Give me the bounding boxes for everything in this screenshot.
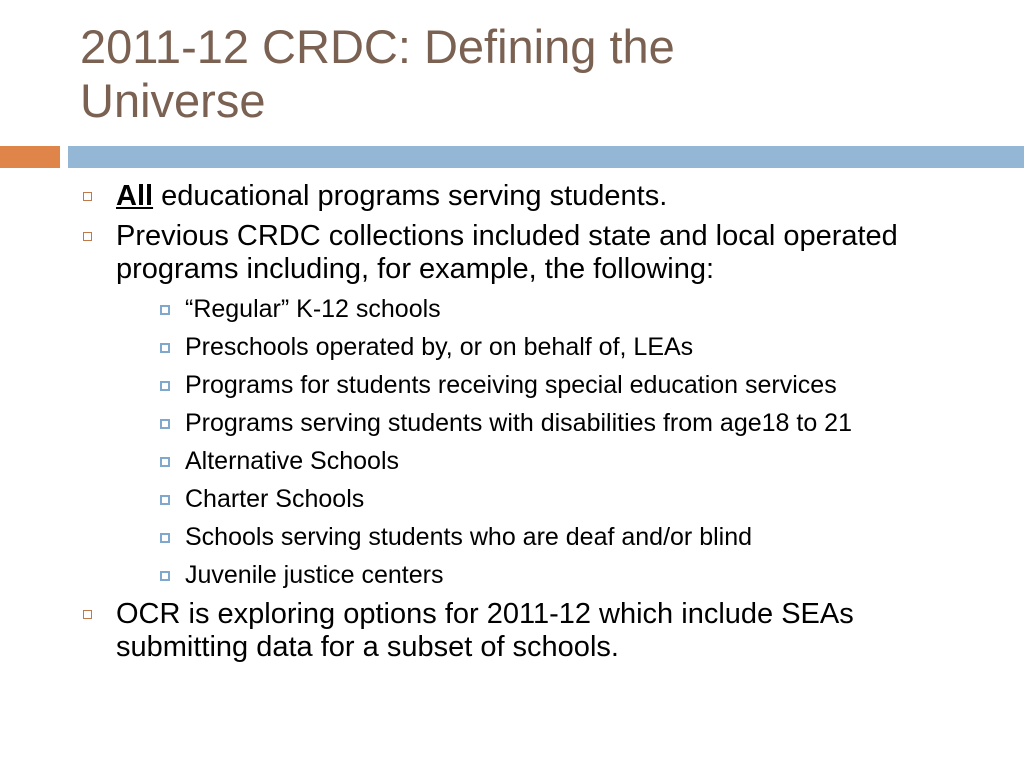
bullet-text: Previous CRDC collections included state and local operated programs including, for example, the following:	[116, 220, 898, 285]
slide-title-line-2: Universe	[80, 74, 266, 127]
slide-title-line-1: 2011-12 CRDC: Defining the	[80, 20, 675, 73]
sub-bullet-item	[116, 332, 982, 362]
square-bullet-icon	[160, 305, 170, 315]
bullet-item-3	[82, 598, 982, 664]
hollow-square-bullet-icon	[83, 192, 92, 201]
square-bullet-icon	[160, 343, 170, 353]
accent-bar-orange	[0, 146, 60, 168]
sub-bullet-text: Juvenile justice centers	[185, 561, 444, 589]
sub-bullet-item	[116, 446, 982, 476]
square-bullet-icon	[160, 495, 170, 505]
sub-bullet-list	[116, 294, 982, 590]
sub-bullet-item	[116, 522, 982, 552]
square-bullet-icon	[160, 419, 170, 429]
square-bullet-icon	[160, 571, 170, 581]
slide-content	[82, 180, 982, 671]
sub-bullet-item	[116, 560, 982, 590]
bullet-item-1	[82, 180, 982, 213]
sub-bullet-text: Schools serving students who are deaf and/or blind	[185, 523, 753, 551]
bullet-text: educational programs serving students.	[153, 180, 668, 212]
sub-bullet-text: Programs for students receiving special education services	[185, 371, 837, 399]
hollow-square-bullet-icon	[83, 610, 92, 619]
sub-bullet-text: Programs serving students with disabilities from age18 to 21	[185, 409, 852, 437]
sub-bullet-item	[116, 370, 982, 400]
accent-bar-blue	[68, 146, 1024, 168]
sub-bullet-text: Preschools operated by, or on behalf of, LEAs	[185, 333, 694, 361]
hollow-square-bullet-icon	[83, 232, 92, 241]
sub-bullet-text: Charter Schools	[185, 485, 365, 513]
sub-bullet-item	[116, 484, 982, 514]
slide-title	[80, 20, 980, 128]
square-bullet-icon	[160, 457, 170, 467]
sub-bullet-text: Alternative Schools	[185, 447, 400, 475]
bullet-text: OCR is exploring options for 2011-12 which include SEAs submitting data for a subset of schools.	[116, 598, 854, 663]
bullet-item-2	[82, 220, 982, 590]
sub-bullet-item	[116, 408, 982, 438]
sub-bullet-text: “Regular” K-12 schools	[185, 295, 441, 323]
square-bullet-icon	[160, 381, 170, 391]
bullet-emphasis: All	[116, 180, 154, 212]
square-bullet-icon	[160, 533, 170, 543]
sub-bullet-item	[116, 294, 982, 324]
